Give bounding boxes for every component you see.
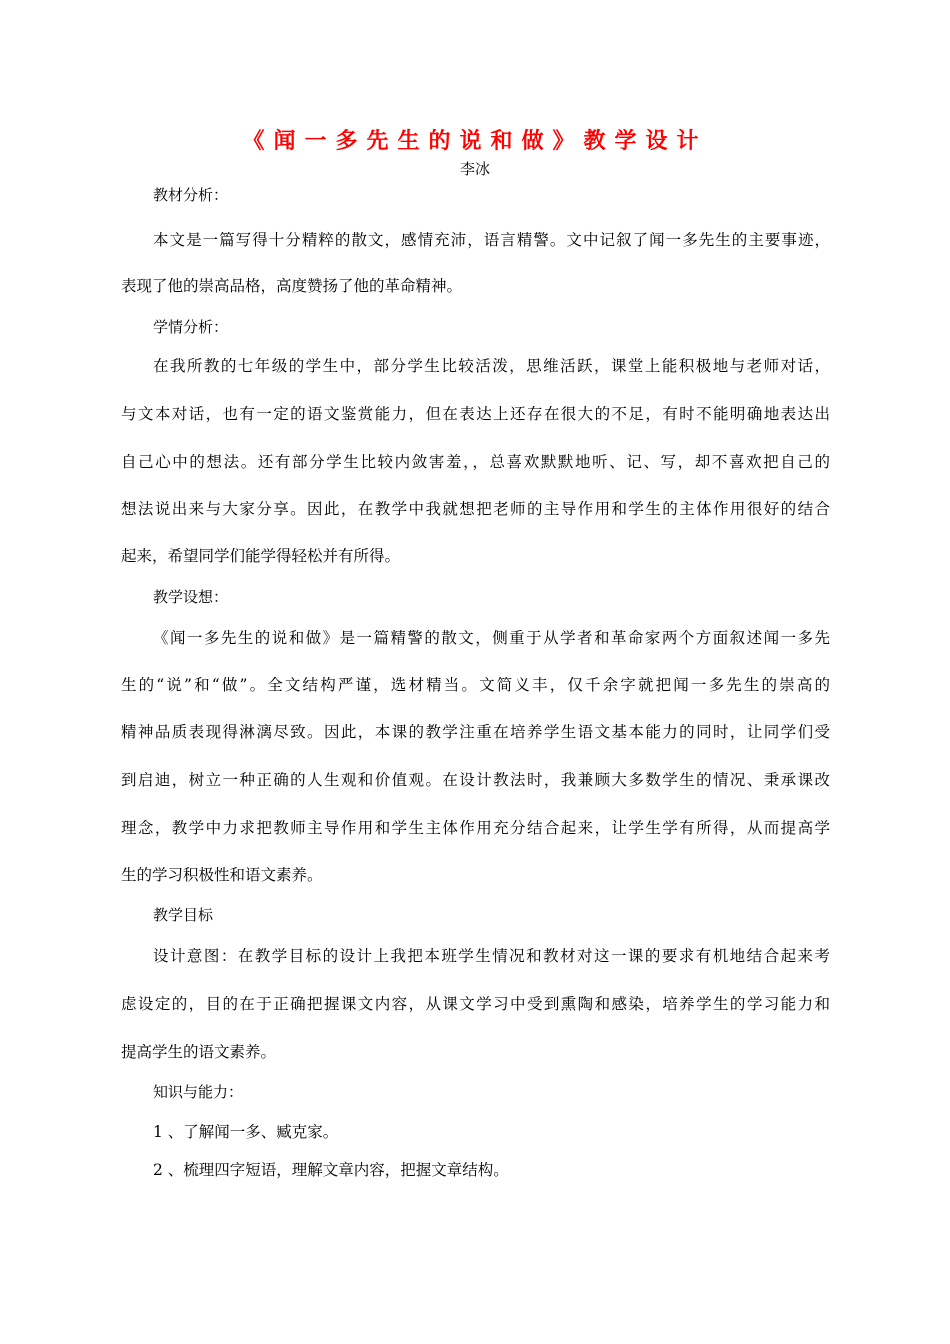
document-title: 《闻一多先生的说和做》教学设计 [242,129,708,154]
paragraph-line: 提高学生的语文素养。 [121,1043,277,1061]
list-item: 1 、了解闻一多、臧克家。 [153,1123,339,1141]
paragraph-line: 精神品质表现得淋漓尽致。因此，本课的教学注重在培养学生语文基本能力的同时，让同学们受 [121,723,830,741]
section-heading-student-analysis: 学情分析： [153,318,229,336]
paragraph-line: 设计意图：在教学目标的设计上我把本班学生情况和教材对这一课的要求有机地结合起来考 [153,947,830,965]
paragraph-line: 与文本对话，也有一定的语文鉴赏能力，但在表达上还存在很大的不足，有时不能明确地表达出 [121,405,830,423]
paragraph-line: 想法说出来与大家分享。因此，在教学中我就想把老师的主导作用和学生的主体作用很好的结合 [121,500,830,518]
paragraph-line: 理念，教学中力求把教师主导作用和学生主体作用充分结合起来，让学生学有所得，从而提高学 [121,819,830,837]
paragraph-line: 起来，希望同学们能学得轻松并有所得。 [121,547,401,565]
paragraph-line: 在我所教的七年级的学生中，部分学生比较活泼，思维活跃，课堂上能积极地与老师对话， [153,357,830,375]
list-item: 2 、梳理四字短语，理解文章内容，把握文章结构。 [153,1161,509,1179]
paragraph-line: 虑设定的，目的在于正确把握课文内容，从课文学习中受到熏陶和感染，培养学生的学习能力和 [121,995,830,1013]
paragraph-line: 本文是一篇写得十分精粹的散文，感情充沛，语言精警。文中记叙了闻一多先生的主要事迹， [153,231,830,249]
paragraph-line: 到启迪，树立一种正确的人生观和价值观。在设计教法时，我兼顾大多数学生的情况、秉承课改 [121,771,830,789]
paragraph-line: 生的学习积极性和语文素养。 [121,866,323,884]
paragraph-line: 表现了他的崇高品格，高度赞扬了他的革命精神。 [121,277,463,295]
section-heading-textbook-analysis: 教材分析： [153,186,229,204]
paragraph-line: 生的“说”和“做”。全文结构严谨，选材精当。文简义丰，仅千余字就把闻一多先生的崇高的 [121,676,830,694]
document-author: 李冰 [459,160,490,178]
section-heading-teaching-concept: 教学设想： [153,588,229,606]
section-heading-knowledge-ability: 知识与能力： [153,1083,244,1101]
paragraph-line: 《闻一多先生的说和做》是一篇精警的散文，侧重于从学者和革命家两个方面叙述闻一多先 [153,629,830,647]
section-heading-teaching-objectives: 教学目标 [153,906,214,924]
paragraph-line: 自己心中的想法。还有部分学生比较内敛害羞，，总喜欢默默地听、记、写，却不喜欢把自己的 [121,453,830,471]
